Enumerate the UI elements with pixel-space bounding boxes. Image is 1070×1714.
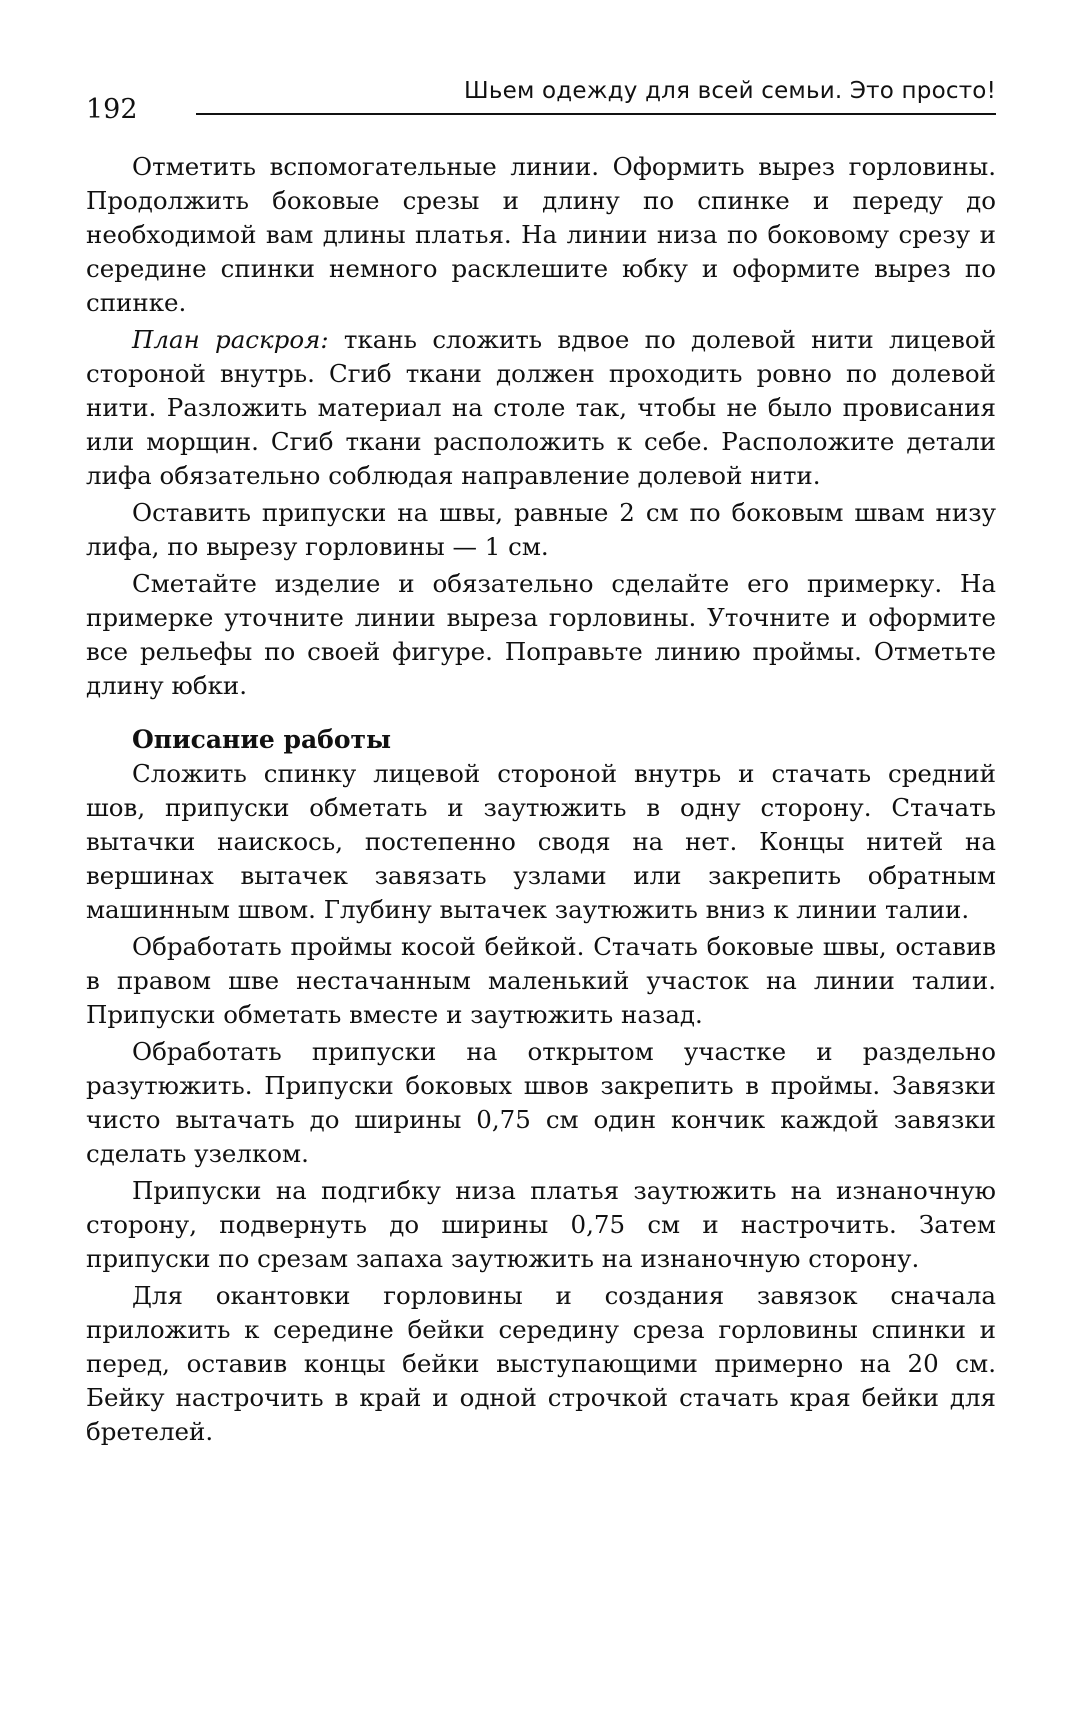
section-heading: Описание работы	[132, 725, 392, 754]
paragraph: Для окантовки горловины и создания завязок сначала приложить к середине бейки середину среза горловины спинки и перед, оставив концы бейки выступающими примерно на 20 см. Бейку настрочить в край и одной строчкой стачать края бейки для бретелей.	[86, 1281, 996, 1446]
paragraph: Обработать проймы косой бейкой. Стачать боковые швы, оставив в правом шве нестачанным маленький участок на линии талии. Припуски обметать вместе и заутюжить назад.	[86, 932, 996, 1029]
page-body	[86, 150, 996, 1449]
paragraph: Обработать припуски на открытом участке и раздельно разутюжить. Припуски боковых швов закрепить в проймы. Завязки чисто вытачать до ширины 0,75 см один кончик каждой завязки сделать узелком.	[86, 1037, 996, 1168]
page-header	[86, 78, 996, 124]
paragraph: Отметить вспомогательные линии. Оформить вырез горловины. Продолжить боковые срезы и длину по спинке и переду до необходимой вам длины платья. На линии низа по боковому срезу и середине спинки немного расклешите юбку и оформите вырез по спинке.	[86, 152, 996, 317]
paragraph	[86, 323, 996, 493]
paragraph: Припуски на подгибку низа платья заутюжить на изнаночную сторону, подвернуть до ширины 0,75 см и настрочить. Затем припуски по срезам запаха заутюжить на изнаночную сторону.	[86, 1176, 996, 1273]
running-title: Шьем одежду для всей семьи. Это просто!	[464, 78, 996, 104]
paragraph-lead: План раскроя:	[132, 325, 329, 354]
paragraph-text: ткань сложить вдвое по долевой нити лицевой стороной внутрь. Сгиб ткани должен проходить ровно по долевой нити. Разложить материал на столе так, чтобы не было провисания или морщин. Сгиб ткани расположить к себе. Расположите детали лифа обязательно соблюдая направление долевой нити.	[86, 325, 996, 490]
paragraph: Оставить припуски на швы, равные 2 см по боковым швам низу лифа, по вырезу горловины — 1 см.	[86, 498, 996, 561]
page-number: 192	[86, 94, 138, 125]
header-rule	[196, 113, 996, 115]
paragraph: Сметайте изделие и обязательно сделайте его примерку. На примерке уточните линии выреза горловины. Уточните и оформите все рельефы по своей фигуре. Поправьте линию проймы. Отметьте длину юбки.	[86, 569, 996, 700]
paragraph: Сложить спинку лицевой стороной внутрь и стачать средний шов, припуски обметать и заутюжить в одну сторону. Стачать вытачки наискось, постепенно сводя на нет. Концы нитей на вершинах вытачек завязать узлами или закрепить обратным машинным швом. Глубину вытачек заутюжить вниз к линии талии.	[86, 759, 996, 924]
